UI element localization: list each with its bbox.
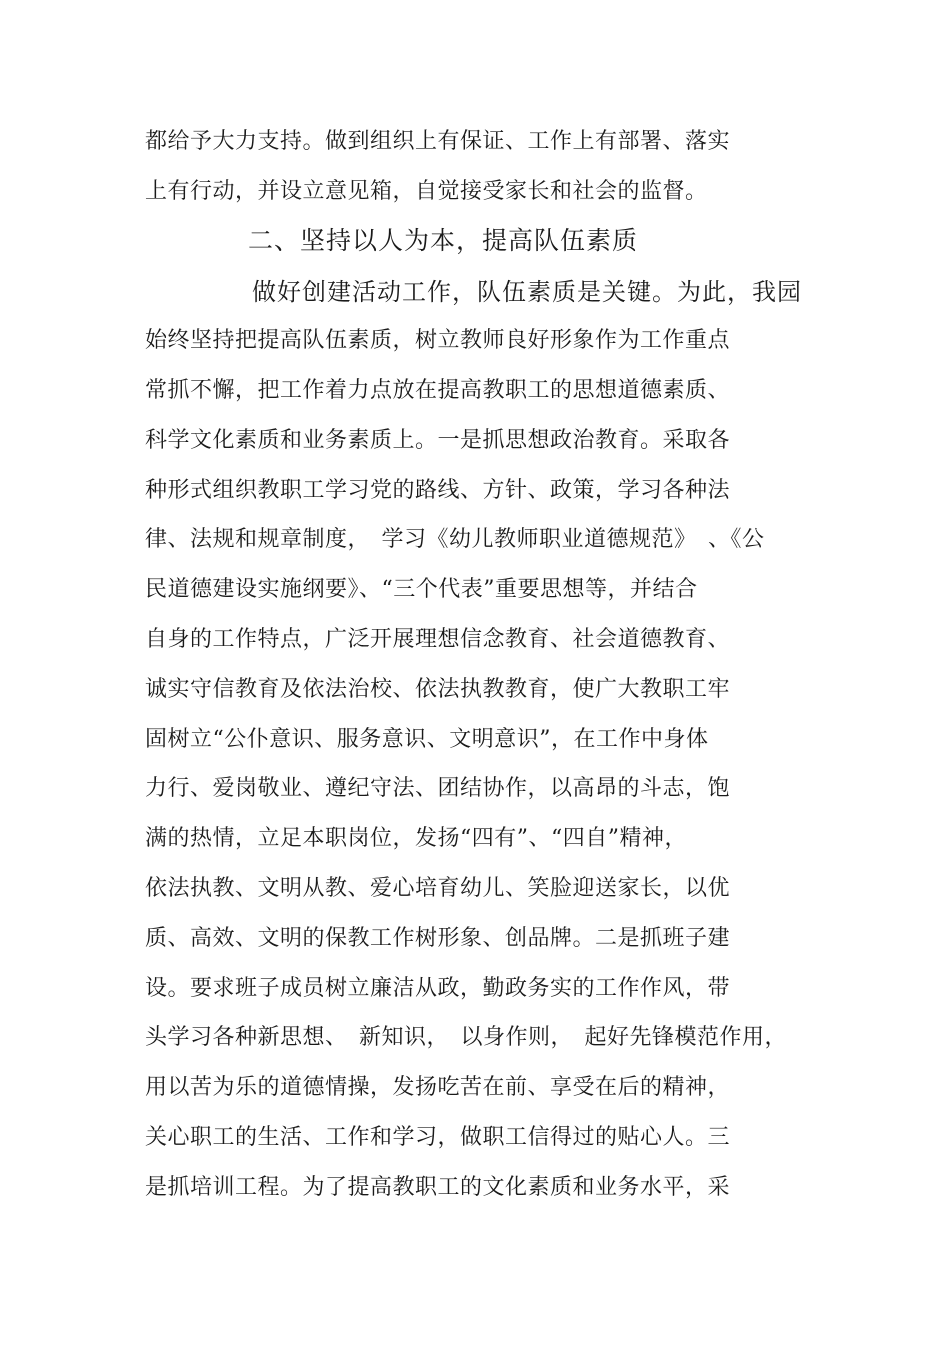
text-line-19: 头学习各种新思想、 新知识， 以身作则， 起好先锋模范作用， — [145, 1025, 788, 1050]
text-line-13: 固树立“公仆意识、服务意识、文明意识”，在工作中身体 — [145, 727, 709, 752]
text-line-21: 关心职工的生活、工作和学习，做职工信得过的贴心人。三 — [145, 1125, 731, 1150]
text-line-5: 始终坚持把提高队伍素质，树立教师良好形象作为工作重点 — [145, 328, 731, 353]
text-line-1: 都给予大力支持。做到组织上有保证、工作上有部署、落实 — [145, 129, 731, 154]
paragraph-first-line: 做好创建活动工作，队伍素质是关键。为此，我园 — [252, 278, 802, 306]
text-line-17: 质、高效、文明的保教工作树形象、创品牌。二是抓班子建 — [145, 926, 731, 951]
text-line-7: 科学文化素质和业务素质上。一是抓思想政治教育。采取各 — [145, 428, 731, 453]
text-line-10: 民道德建设实施纲要》、“三个代表”重要思想等，并结合 — [145, 577, 698, 602]
text-line-6: 常抓不懈，把工作着力点放在提高教职工的思想道德素质、 — [145, 378, 731, 403]
text-line-2: 上有行动，并设立意见箱，自觉接受家长和社会的监督。 — [145, 179, 708, 204]
text-line-20: 用以苦为乐的道德情操，发扬吃苦在前、享受在后的精神， — [145, 1075, 731, 1100]
text-line-14: 力行、爱岗敬业、遵纪守法、团结协作，以高昂的斗志，饱 — [145, 776, 731, 801]
text-line-18: 设。要求班子成员树立廉洁从政，勤政务实的工作作风，带 — [145, 976, 731, 1001]
text-line-11: 自身的工作特点，广泛开展理想信念教育、社会道德教育、 — [145, 627, 731, 652]
text-line-9: 律、法规和规章制度， 学习《幼儿教师职业道德规范》 、《公 — [145, 527, 765, 552]
text-line-8: 种形式组织教职工学习党的路线、方针、政策，学习各种法 — [145, 478, 731, 503]
section-heading: 二、坚持以人为本，提高队伍素质 — [248, 226, 639, 255]
text-line-15: 满的热情，立足本职岗位，发扬“四有”、“四自”精神， — [145, 826, 687, 851]
text-line-16: 依法执教、文明从教、爱心培育幼儿、笑脸迎送家长，以优 — [145, 876, 731, 901]
text-line-12: 诚实守信教育及依法治校、依法执教教育，使广大教职工牢 — [145, 677, 731, 702]
text-line-22: 是抓培训工程。为了提高教职工的文化素质和业务水平，采 — [145, 1175, 731, 1200]
